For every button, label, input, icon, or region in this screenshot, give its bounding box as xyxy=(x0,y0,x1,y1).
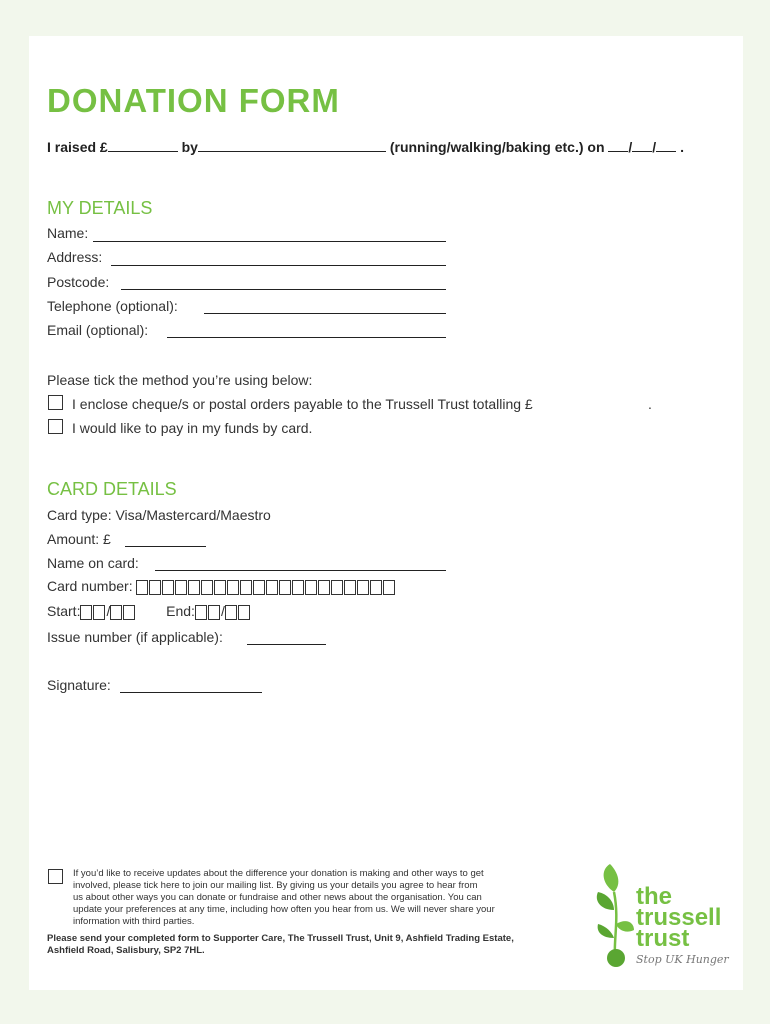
raised-line xyxy=(47,139,684,155)
form-title: DONATION FORM xyxy=(47,82,340,119)
logo-tagline: Stop UK Hunger xyxy=(636,953,729,966)
card-digit-box[interactable] xyxy=(136,580,148,595)
raised-end: . xyxy=(680,139,684,155)
donation-form-page xyxy=(29,36,743,990)
card-digit-box[interactable] xyxy=(175,580,187,595)
postcode-field[interactable] xyxy=(121,289,446,290)
consent-line: If you’d like to receive updates about the difference your donation is making and other ways to get xyxy=(73,868,484,879)
card-number-boxes[interactable] xyxy=(136,578,396,594)
issue-number-label: Issue number (if applicable): xyxy=(47,629,223,645)
card-digit-box[interactable] xyxy=(383,580,395,595)
card-details-heading: CARD DETAILS xyxy=(47,479,177,499)
logo-line-trussell: trussell xyxy=(636,904,722,931)
consent-line: update your preferences at any time, including how often you hear from us. We will never share your xyxy=(73,904,495,915)
card-digit-box[interactable] xyxy=(201,580,213,595)
address-line: Please send your completed form to Supporter Care, The Trussell Trust, Unit 9, Ashfield Trading Estate, xyxy=(47,933,514,944)
telephone-label: Telephone (optional): xyxy=(47,298,178,314)
start-label: Start: xyxy=(47,603,81,619)
cheque-end: . xyxy=(648,396,652,412)
date-sep-1: / xyxy=(628,139,633,155)
card-digit-box[interactable] xyxy=(292,580,304,595)
card-digit-box[interactable] xyxy=(357,580,369,595)
card-checkbox[interactable] xyxy=(48,419,63,434)
telephone-field[interactable] xyxy=(204,313,446,314)
email-field[interactable] xyxy=(167,337,446,338)
signature-field[interactable] xyxy=(120,692,262,693)
card-type-text: Card type: Visa/Mastercard/Maestro xyxy=(47,507,271,523)
postal-address xyxy=(47,933,567,957)
cheque-checkbox[interactable] xyxy=(48,395,63,410)
card-digit-box[interactable] xyxy=(214,580,226,595)
end-month-box[interactable] xyxy=(195,605,207,620)
card-label: I would like to pay in my funds by card. xyxy=(72,420,313,436)
end-year-box[interactable] xyxy=(225,605,237,620)
consent-line: involved, please tick here to join our mailing list. By giving us your details you agree to hear from xyxy=(73,880,478,891)
card-digit-box[interactable] xyxy=(279,580,291,595)
raised-activity-text: (running/walking/baking etc.) on xyxy=(389,139,605,155)
name-label: Name: xyxy=(47,225,89,241)
address-label: Address: xyxy=(47,249,103,265)
end-slash: / xyxy=(220,603,225,619)
start-month-box[interactable] xyxy=(93,605,105,620)
raised-by: by xyxy=(181,139,198,155)
card-digit-box[interactable] xyxy=(227,580,239,595)
date-month-field[interactable] xyxy=(632,139,652,152)
raised-prefix: I raised £ xyxy=(47,139,108,155)
signature-label: Signature: xyxy=(47,677,111,693)
start-year-box[interactable] xyxy=(123,605,135,620)
raised-activity-field[interactable] xyxy=(198,139,386,152)
date-day-field[interactable] xyxy=(608,139,628,152)
card-digit-box[interactable] xyxy=(253,580,265,595)
card-digit-box[interactable] xyxy=(305,580,317,595)
trussell-trust-logo xyxy=(592,862,732,972)
card-digit-box[interactable] xyxy=(318,580,330,595)
card-digit-box[interactable] xyxy=(344,580,356,595)
consent-line: information with third parties. xyxy=(73,916,195,927)
logo-wordmark xyxy=(636,883,729,966)
logo-line-trust: trust xyxy=(636,925,690,952)
payment-instruction: Please tick the method you’re using below: xyxy=(47,372,313,388)
issue-number-field[interactable] xyxy=(247,644,326,645)
my-details-heading: MY DETAILS xyxy=(47,198,153,218)
name-on-card-field[interactable] xyxy=(155,570,446,571)
start-end-row xyxy=(47,603,251,620)
end-month-box[interactable] xyxy=(208,605,220,620)
address-line: Ashfield Road, Salisbury, SP2 7HL. xyxy=(47,945,205,956)
card-digit-box[interactable] xyxy=(149,580,161,595)
card-number-row xyxy=(47,578,396,595)
address-field[interactable] xyxy=(111,265,446,266)
email-label: Email (optional): xyxy=(47,322,149,338)
card-digit-box[interactable] xyxy=(266,580,278,595)
start-year-box[interactable] xyxy=(110,605,122,620)
date-sep-2: / xyxy=(652,139,657,155)
card-number-label: Card number: xyxy=(47,578,133,594)
amount-field[interactable] xyxy=(125,546,206,547)
start-month-box[interactable] xyxy=(80,605,92,620)
raised-amount-field[interactable] xyxy=(108,139,178,152)
mailing-list-checkbox[interactable] xyxy=(48,869,63,884)
consent-text xyxy=(73,868,553,928)
date-year-field[interactable] xyxy=(656,139,676,152)
end-label: End: xyxy=(166,603,195,619)
logo-line-the: the xyxy=(636,883,672,910)
postcode-label: Postcode: xyxy=(47,274,110,290)
card-digit-box[interactable] xyxy=(370,580,382,595)
name-field[interactable] xyxy=(93,241,446,242)
card-digit-box[interactable] xyxy=(240,580,252,595)
plant-icon xyxy=(592,862,636,972)
amount-label: Amount: £ xyxy=(47,531,111,547)
consent-line: us about other ways you can donate or fundraise and other news about the organisation. You can xyxy=(73,892,482,903)
card-digit-box[interactable] xyxy=(331,580,343,595)
name-on-card-label: Name on card: xyxy=(47,555,139,571)
cheque-label: I enclose cheque/s or postal orders payable to the Trussell Trust totalling £ xyxy=(72,396,533,412)
card-digit-box[interactable] xyxy=(188,580,200,595)
card-digit-box[interactable] xyxy=(162,580,174,595)
end-year-box[interactable] xyxy=(238,605,250,620)
start-slash: / xyxy=(106,603,111,619)
